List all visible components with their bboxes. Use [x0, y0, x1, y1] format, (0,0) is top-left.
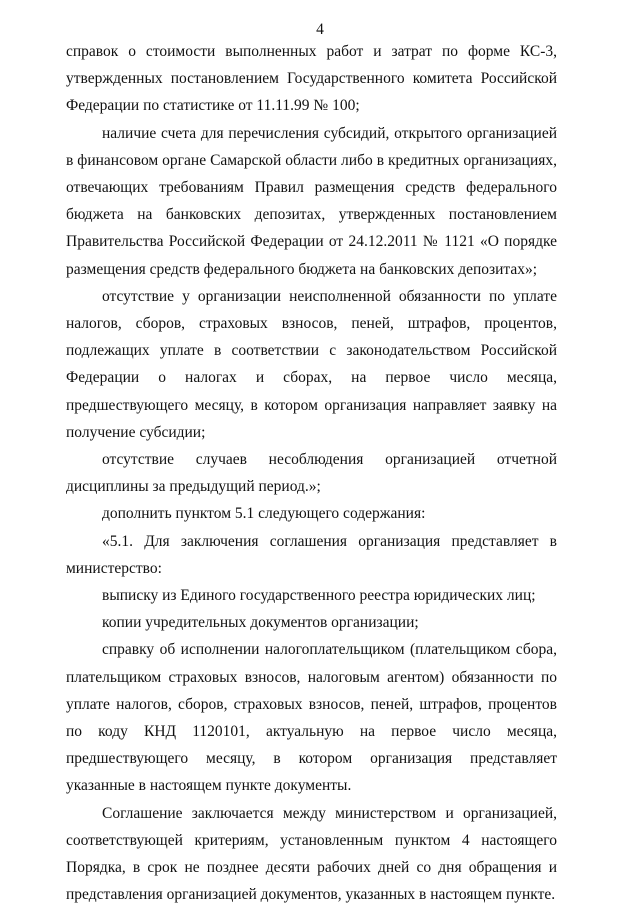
document-body	[66, 38, 557, 909]
paragraph-6: «5.1. Для заключения соглашения организация представляет в министерство:	[66, 532, 557, 577]
page-number: 4	[316, 21, 324, 38]
paragraph-9: справку об исполнении налогоплательщиком (плательщиком сбора, плательщиком страховых взносов, налоговым агентом) обязанности по уплате налогов, сборов, страховых взносов, пеней, штрафов, процентов по коду КНД 1120101, актуальную на первое число месяца, предшествующего месяцу, в котором организация представляет указанные в настоящем пункте документы.	[66, 641, 557, 795]
paragraph-8: копии учредительных документов организации;	[102, 614, 419, 632]
paragraph-4: отсутствие случаев несоблюдения организацией отчетной дисциплины за предыдущий период.»;	[66, 451, 557, 496]
paragraph-3: отсутствие у организации неисполненной обязанности по уплате налогов, сборов, страховых взносов, пеней, штрафов, процентов, подлежащих уплате в соответствии с законодательством Российской Федерации о налогах и сборах, на первое число месяца, предшествующего месяцу, в котором организация направляет заявку на получение субсидии;	[66, 287, 557, 441]
paragraph-5: дополнить пунктом 5.1 следующего содержания:	[102, 505, 426, 523]
paragraph-7: выписку из Единого государственного реестра юридических лиц;	[102, 587, 536, 605]
paragraph-2: наличие счета для перечисления субсидий, открытого организацией в финансовом органе Самарской области либо в кредитных организациях, отвечающих требованиям Правил размещения средств федерального бюджета на банковских депозитах, утвержденных постановлением Правительства Российской Федерации от 24.12.2011 № 1121 «О порядке размещения средств федерального бюджета на банковских депозитах»;	[66, 124, 557, 278]
paragraph-1: справок о стоимости выполненных работ и затрат по форме КС-3, утвержденных постановлением Государственного комитета Российской Федерации по статистике от 11.11.99 № 100;	[66, 43, 557, 115]
paragraph-10: Соглашение заключается между министерством и организацией, соответствующей критериям, установленным пунктом 4 настоящего Порядка, в срок не позднее десяти рабочих дней со дня обращения и представления организацией документов, указанных в настоящем пункте.	[66, 804, 557, 904]
